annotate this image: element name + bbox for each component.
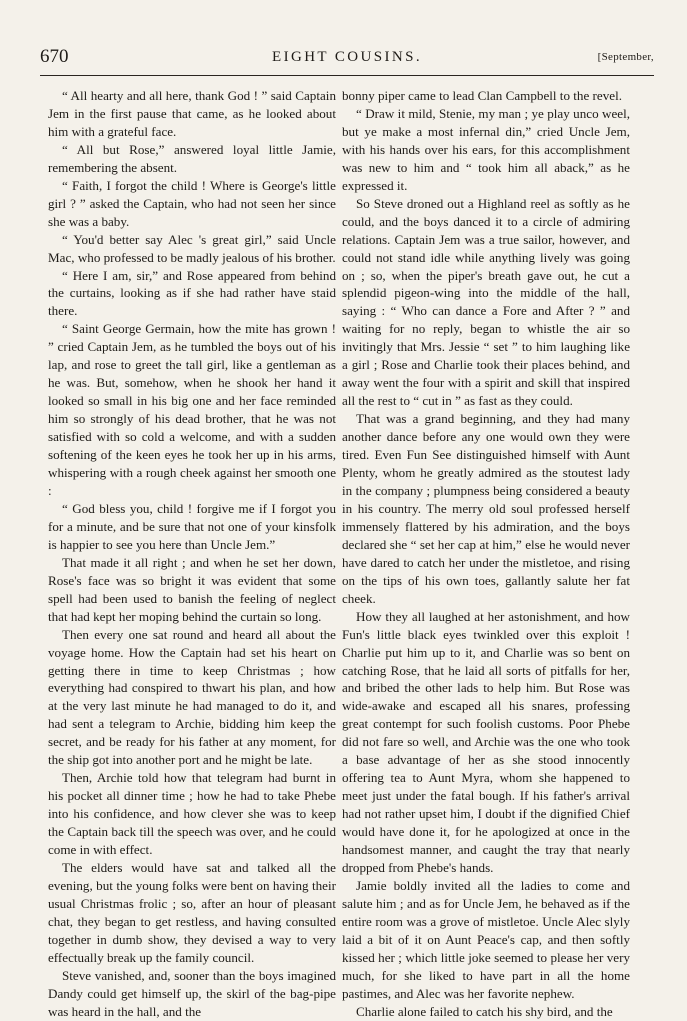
paragraph: Charlie alone failed to catch his shy bird, and the — [356, 1003, 613, 1019]
paragraph: That made it all right ; and when he set her down, Rose's face was so bright it was evident that some spell had been used to banish the feeling of neglect that had kept her moping behind the curtain so long. — [48, 554, 336, 624]
left-column — [48, 87, 336, 1021]
paragraph: Jamie boldly invited all the ladies to come and salute him ; and as for Uncle Jem, he behaved as if the entire room was a grove of mistletoe. Uncle Alec slyly laid a bit of it on Aunt Peace's cap, and then softly kissed her ; which little joke seemed to please her very much, for she liked to have part in all the home pastimes, and Alec was her favorite nephew. — [342, 877, 630, 1001]
paragraph: So Steve droned out a Highland reel as softly as he could, and the boys danced it to a circle of admiring relations. Captain Jem was a true sailor, however, and could not stand idle while anything lively was going on ; so, when the piper's breath gave out, he cut a splendid pigeon-wing into the middle of the hall, saying : “ Who can dance a Fore and After ? ” and waiting for no reply, began to whistle the air so invitingly that Mrs. Jessie “ set ” to him laughing like a girl ; Rose and Charlie took their places behind, and away went the four with a spirit and skill that inspired all the rest to “ cut in ” as fast as they could. — [342, 195, 630, 409]
paragraph: “ Draw it mild, Stenie, my man ; ye play unco weel, but ye make a most infernal din,” cried Uncle Jem, with his hands over his ears, for this accomplishment was new to him and “ took him all aback,” as he expressed it. — [342, 105, 630, 193]
paragraph: The elders would have sat and talked all the evening, but the young folks were bent on having their usual Christmas frolic ; so, after an hour of pleasant chat, they began to get restless, and having consulted together in dumb show, they devised a way to very effectually break up the family council. — [48, 859, 336, 965]
paragraph: “ Saint George Germain, how the mite has grown ! ” cried Captain Jem, as he tumbled the boys out of his lap, and rose to greet the tall girl, like a gentleman as he was. But, somehow, when he shook her hand it looked so small in his big one and her face reminded him so strongly of his dead brother, that he was not satisfied with so cold a welcome, and with a sudden softening of the keen eyes he took her up in his arms, whispering with a rough cheek against her smooth one : — [48, 321, 336, 498]
paragraph: Then, Archie told how that telegram had burnt in his pocket all dinner time ; how he had to take Phebe into his confidence, and how clever she was to keep the Captain back till the speech was over, and he could come in with effect. — [48, 770, 336, 858]
paragraph: “ All but Rose,” answered loyal little Jamie, remembering the absent. — [48, 141, 336, 175]
page-number: 670 — [40, 46, 69, 67]
paragraph: Then every one sat round and heard all about the voyage home. How the Captain had set his heart on getting there in time to keep Christmas ; how everything had conspired to thwart his plan, and how at the very last minute he had managed to do it, and had sent a telegram to Archie, bidding him keep the secret, and be ready for his father at any moment, for the ship got into another port and he might be late. — [48, 626, 336, 768]
paragraph: “ Faith, I forgot the child ! Where is George's little girl ? ” asked the Captain, who had not seen her since she was a baby. — [48, 177, 336, 229]
paragraph-continuation: bonny piper came to lead Clan Campbell to the revel. — [342, 88, 622, 103]
page-header — [40, 46, 654, 70]
paragraph: Steve vanished, and, sooner than the boys imagined Dandy could get himself up, the skirl of the bag-pipe was heard in the hall, and the — [48, 967, 336, 1019]
right-column — [342, 87, 630, 1021]
paragraph: “ Here I am, sir,” and Rose appeared from behind the curtains, looking as if she had rather have staid there. — [48, 267, 336, 319]
issue-month: [September, — [597, 51, 654, 63]
paragraph: “ God bless you, child ! forgive me if I forgot you for a minute, and be sure that not one of your kinsfolk is happier to see you here than Uncle Jem.” — [48, 500, 336, 552]
running-title: EIGHT COUSINS. — [272, 49, 422, 65]
paragraph: “ All hearty and all here, thank God ! ” said Captain Jem in the first pause that came, as he looked about him with a grateful face. — [48, 88, 336, 139]
header-rule — [40, 75, 654, 76]
paragraph: “ You'd better say Alec 's great girl,” said Uncle Mac, who professed to be madly jealous of his brother. — [48, 231, 336, 265]
paragraph: How they all laughed at her astonishment, and how Fun's little black eyes twinkled over this exploit ! Charlie put him up to it, and Charlie was so bent on catching Rose, that he laid all sorts of pitfalls for her, and bribed the other lads to help him. But Rose was wide-awake and escaped all his snares, professing great contempt for such foolish customs. Poor Phebe did not fare so well, and Archie was the one who took a base advantage of her as she stood innocently offering tea to Aunt Myra, whom she happened to meet just under the fatal bough. If his father's arrival had not rather upset him, I doubt if the dignified Chief would have done it, for he apologized at once in the handsomest manner, and caught the tray that nearly dropped from Phebe's hands. — [342, 608, 630, 875]
paragraph: That was a grand beginning, and they had many another dance before any one would own they were tired. Even Fun See distinguished himself with Aunt Plenty, whom he greatly admired as the stoutest lady in the company ; plumpness being considered a beauty in his country. The merry old soul professed herself immensely flattered by his admiration, and the boys declared she “ set her cap at him,” else he would never have dared to catch her under the mistletoe, and rising on the tips of his own toes, gallantly salute her fat cheek. — [342, 411, 630, 606]
